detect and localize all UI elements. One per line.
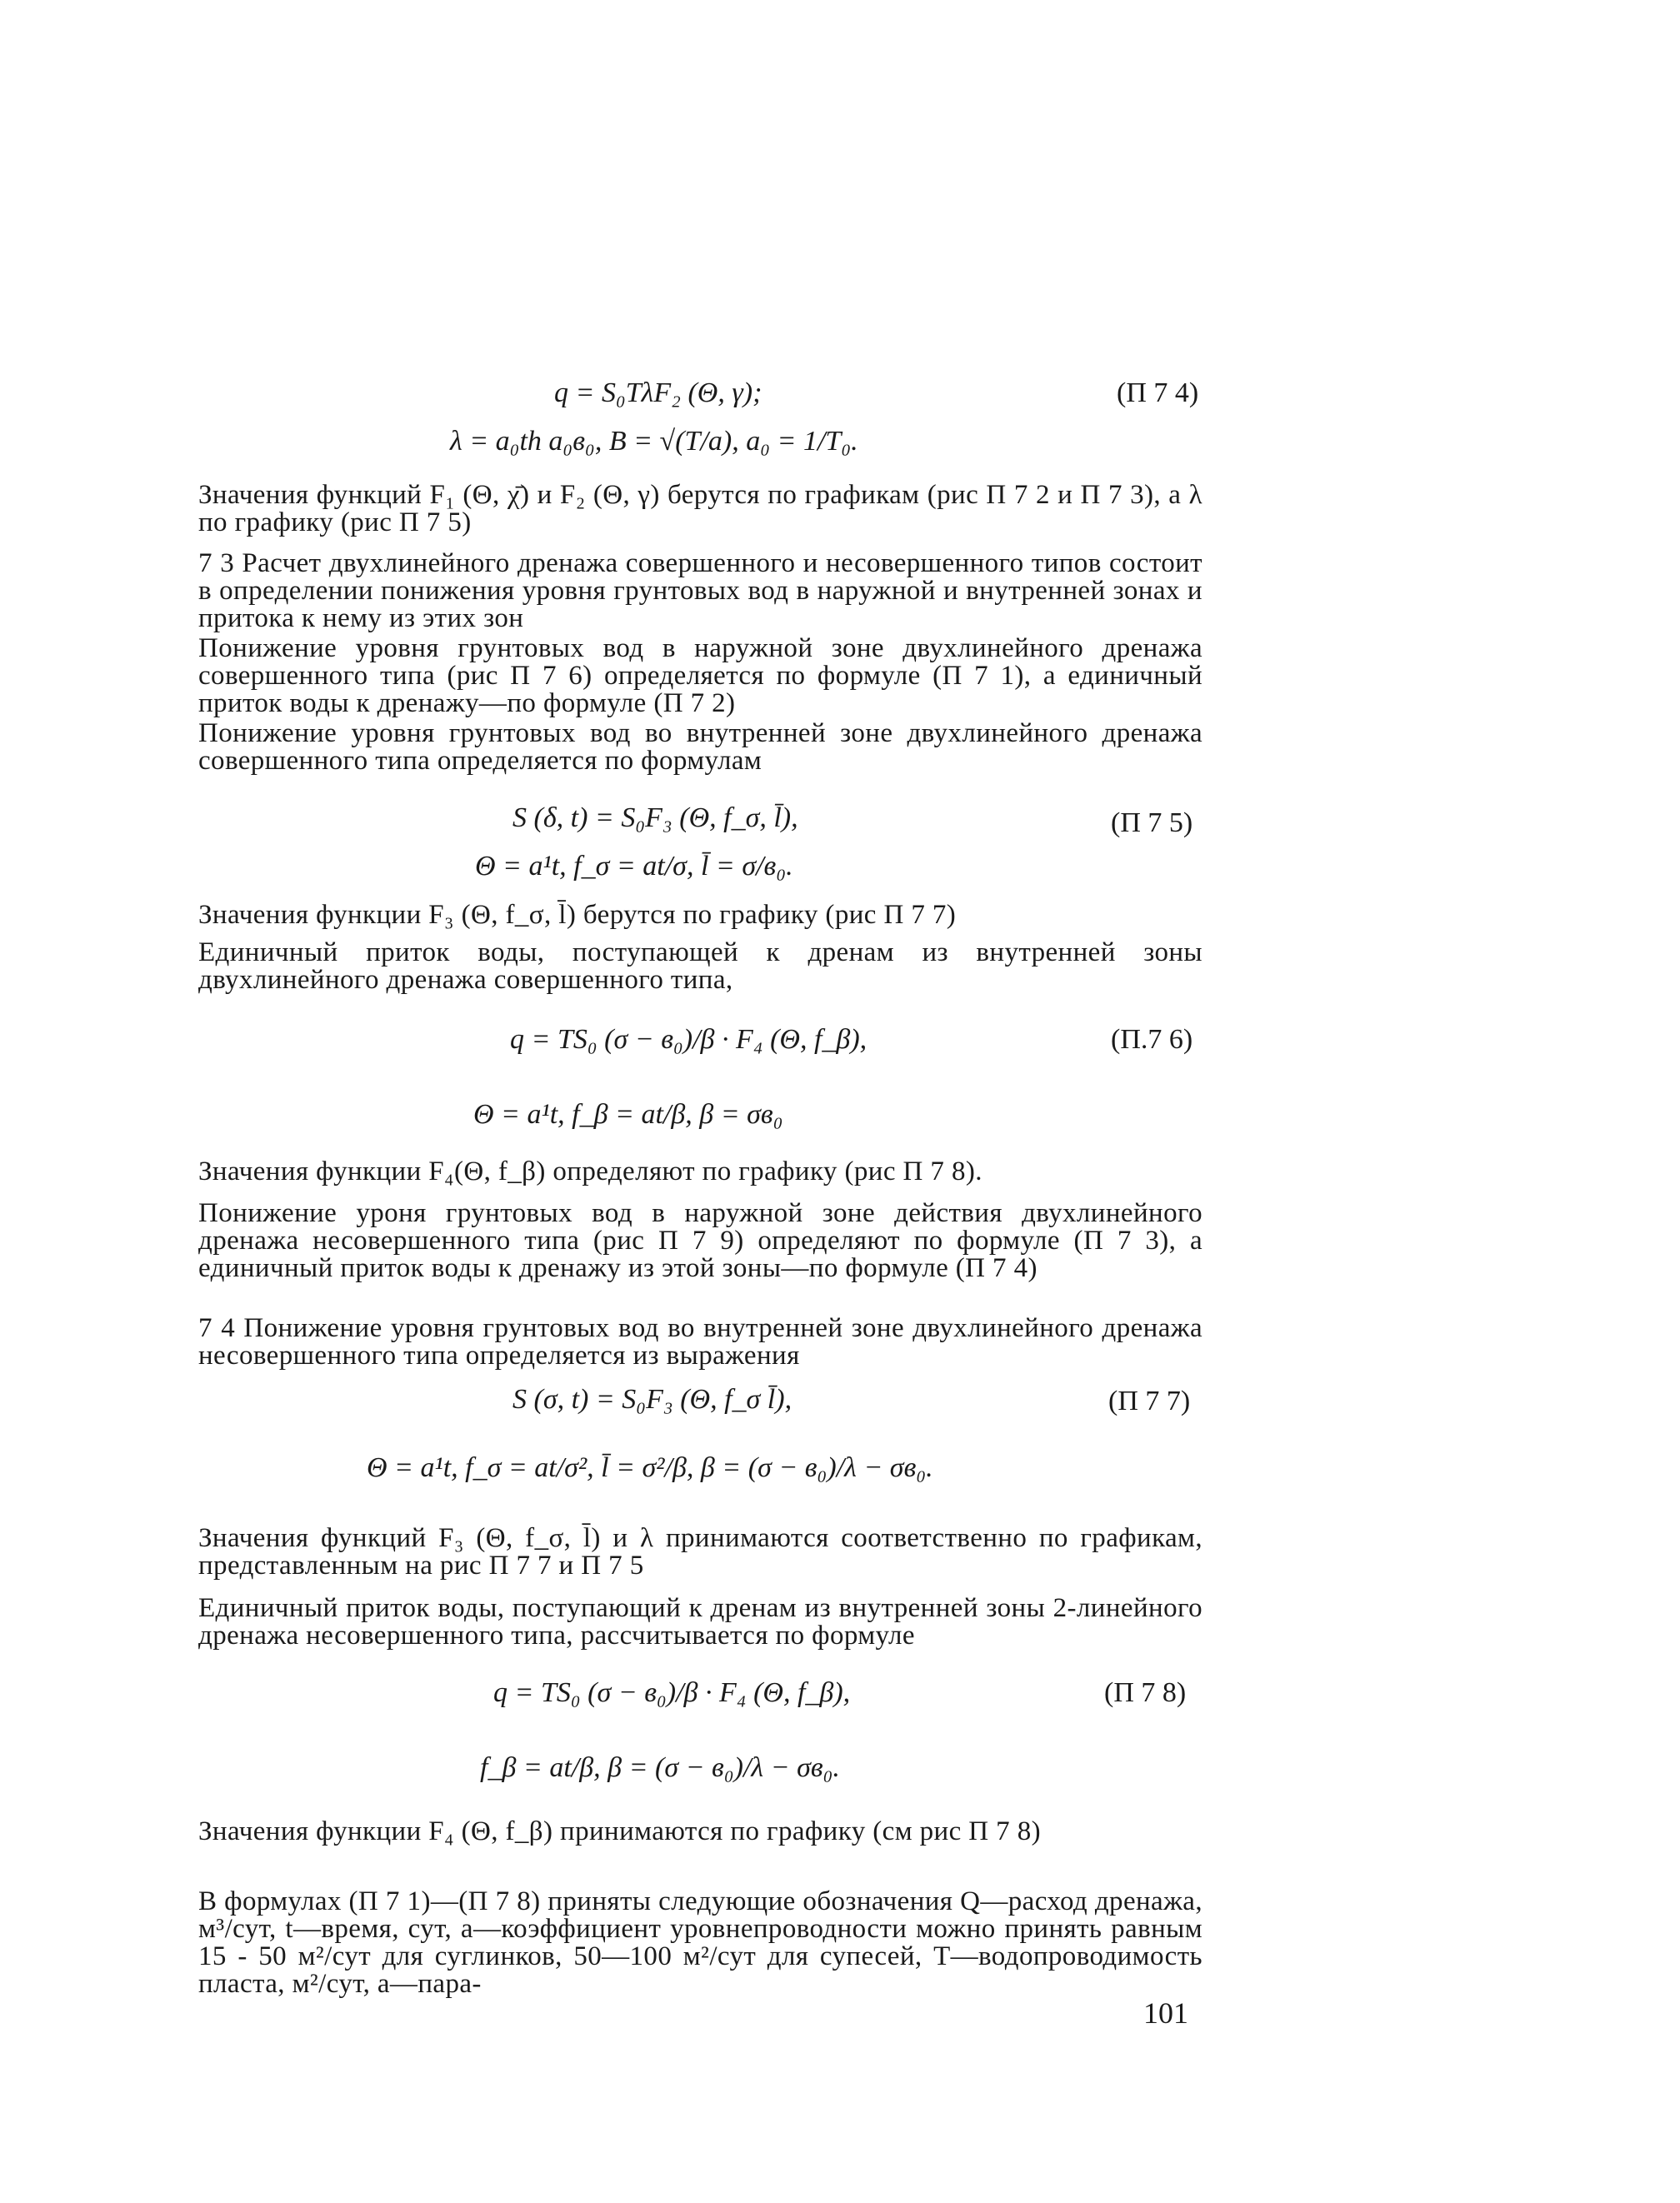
equation-number-p77: (П 7 7) xyxy=(1108,1386,1191,1416)
equation-p75-line2: Θ = a¹t, f_σ = at/σ, l̄ = σ/в₀. xyxy=(475,851,793,882)
equation-p77-line1: S (σ, t) = S₀F₃ (Θ, f_σ l̄), xyxy=(512,1384,792,1415)
paragraph-notation: В формулах (П 7 1)—(П 7 8) приняты следующие обозначения Q—расход дренажа, м³/сут, t—время, сут, a—коэффициент уровнепроводности можно принять равным 15 - 50 м²/сут для суглинков, 50—100 м²/сут для супесей, T—водопроводимость пласта, м²/сут, a—пара- xyxy=(198,1886,1202,1999)
equation-p75-line1: S (δ, t) = S₀F₃ (Θ, f_σ, l̄), xyxy=(512,802,798,833)
equation-p78-line2: f_β = at/β, β = (σ − в₀)/λ − σв₀. xyxy=(480,1752,840,1783)
paragraph-section-7-4: 7 4 Понижение уровня грунтовых вод во внутренней зоне двухлинейного дренажа несовершенного типа определяется из выражения xyxy=(198,1313,1202,1371)
equation-p78-line1: q = TS₀ (σ − в₀)/β · F₄ (Θ, f_β), xyxy=(493,1677,851,1708)
paragraph-unit-inflow-imperfect: Единичный приток воды, поступающий к дренам из внутренней зоны 2-линейного дренажа несовершенного типа, рассчитывается по формуле xyxy=(198,1593,1202,1651)
paragraph-inner-zone-perfect: Понижение уровня грунтовых вод во внутренней зоне двухлинейного дренажа совершенного типа определяется по формулам xyxy=(198,718,1202,776)
equation-p74-line1: q = S₀TλF₂ (Θ, γ); xyxy=(554,377,762,408)
equation-number-p74: (П 7 4) xyxy=(1117,377,1199,408)
page-number: 101 xyxy=(1143,1996,1188,2030)
paragraph-section-7-3: 7 3 Расчет двухлинейного дренажа совершенного и несовершенного типов состоит в определении понижения уровня грунтовых вод в наружной и внутренней зонах и притока к нему из этих зон xyxy=(198,548,1202,633)
paragraph-function-f3: Значения функции F₃ (Θ, f_σ, l̄) берутся по графику (рис П 7 7) xyxy=(198,900,957,930)
equation-p74-line2: λ = a₀th a₀в₀, B = √(T/a), a₀ = 1/T₀. xyxy=(450,426,858,457)
paragraph-functions-f1-f2: Значения функций F₁ (Θ, χ̄) и F₂ (Θ, γ) берутся по графикам (рис П 7 2 и П 7 3), а λ по графику (рис П 7 5) xyxy=(198,480,1202,537)
paragraph-function-f4: Значения функции F₄(Θ, f_β) определяют по графику (рис П 7 8). xyxy=(198,1156,982,1186)
equation-p76-line2: Θ = a¹t, f_β = at/β, β = σв₀ xyxy=(473,1099,783,1130)
equation-number-p76: (П.7 6) xyxy=(1111,1024,1193,1055)
equation-number-p75: (П 7 5) xyxy=(1111,807,1193,838)
paragraph-function-f4-see-fig: Значения функции F₄ (Θ, f_β) принимаются по графику (см рис П 7 8) xyxy=(198,1816,1042,1846)
equation-number-p78: (П 7 8) xyxy=(1104,1677,1187,1708)
paragraph-outer-zone-perfect: Понижение уровня грунтовых вод в наружной зоне двухлинейного дренажа совершенного типа (рис П 7 6) определяется по формуле (П 7 1), а единичный приток воды к дренажу—по формуле (П 7 2) xyxy=(198,633,1202,718)
paragraph-unit-inflow-perfect: Единичный приток воды, поступающей к дренам из внутренней зоны двухлинейного дренажа совершенного типа, xyxy=(198,937,1202,995)
paragraph-functions-f3-lambda: Значения функций F₃ (Θ, f_σ, l̄) и λ принимаются соответственно по графикам, представленным на рис П 7 7 и П 7 5 xyxy=(198,1523,1202,1581)
equation-p76-line1: q = TS₀ (σ − в₀)/β · F₄ (Θ, f_β), xyxy=(510,1024,868,1055)
paragraph-outer-zone-imperfect: Понижение уроня грунтовых вод в наружной зоне действия двухлинейного дренажа несовершенного типа (рис П 7 9) определяют по формуле (П 7 3), а единичный приток воды к дренажу из этой зоны—по формуле (П 7 4) xyxy=(198,1198,1202,1283)
equation-p77-line2: Θ = a¹t, f_σ = at/σ², l̄ = σ²/β, β = (σ − в₀)/λ − σв₀. xyxy=(367,1452,933,1483)
